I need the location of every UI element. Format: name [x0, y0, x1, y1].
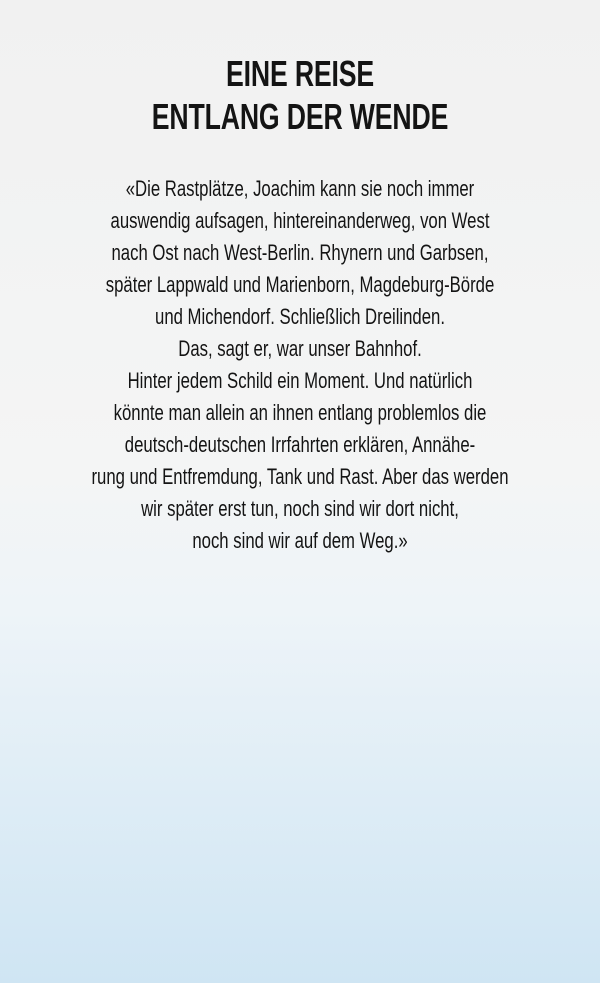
blurb-line: deutsch-deutschen Irrfahrten erklären, Annähe-: [124, 432, 476, 457]
blurb-line: auswendig aufsagen, hintereinanderweg, von West: [110, 208, 490, 233]
blurb-line: rung und Entfremdung, Tank und Rast. Aber das werden: [91, 464, 509, 489]
blurb-line: noch sind wir auf dem Weg.»: [192, 528, 408, 553]
blurb-line: wir später erst tun, noch sind wir dort nicht,: [141, 496, 459, 521]
blurb-line: später Lappwald und Marienborn, Magdeburg-Börde: [105, 272, 495, 297]
blurb-line: könnte man allein an ihnen entlang problemlos die: [113, 400, 487, 425]
blurb-line: «Die Rastplätze, Joachim kann sie noch immer: [125, 176, 475, 201]
blurb-line: Das, sagt er, war unser Bahnhof.: [178, 336, 422, 361]
blurb-line: und Michendorf. Schließlich Dreilinden.: [155, 304, 445, 329]
cover-title: [0, 52, 600, 138]
blurb-quote: [0, 173, 600, 557]
blurb-line: nach Ost nach West-Berlin. Rhynern und Garbsen,: [111, 240, 489, 265]
title-line-1: EINE REISE: [225, 53, 375, 94]
blurb-line: Hinter jedem Schild ein Moment. Und natürlich: [127, 368, 473, 393]
title-line-2: ENTLANG DER WENDE: [151, 96, 449, 137]
